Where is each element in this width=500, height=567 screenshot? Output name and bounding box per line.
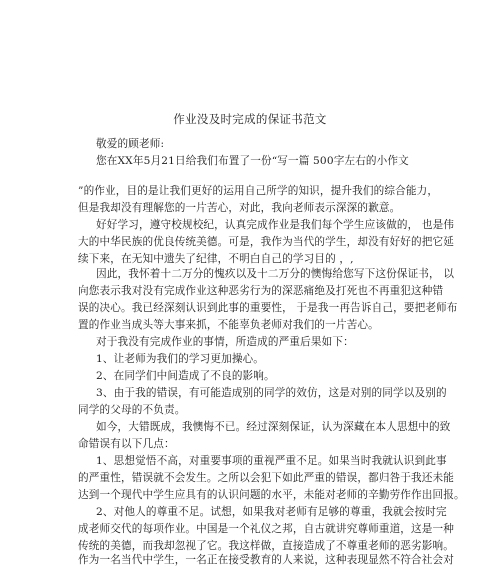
document-title: 作业没及时完成的保证书范文 <box>173 112 327 126</box>
list-item: 2、在同学们中间造成了不良的影响。 <box>96 370 275 382</box>
list-item: 2、对他人的尊重不足。试想，如果我对老师有足够的尊重，我就会按时完 <box>96 506 447 518</box>
list-item: 1、让老师为我们的学习更加操心。 <box>96 353 265 365</box>
text-line: 命错误有以下几点： <box>78 438 175 450</box>
text-line: 对于我没有完成作业的事情，所造成的严重后果如下： <box>96 336 354 348</box>
text-line: 如今，大错既成，我懊悔不已。经过深刻保证，认为深藏在本人思想中的致 <box>96 421 451 433</box>
text-line: 因此，我怀着十二万分的愧疚以及十二万分的懊悔给您写下这份保证书， 以 <box>96 268 455 280</box>
list-item: 3、由于我的错误，有可能造成别的同学的效仿，这是对别的同学以及别的 <box>96 387 447 399</box>
salutation: 敬爱的顾老师: <box>96 138 165 150</box>
text-line: 达到一个现代中学生应具有的认识问题的水平，未能对老师的辛勤劳作作出回报。 <box>78 489 465 501</box>
text-line: 同学的父母的不负责。 <box>78 404 186 416</box>
text-line: 向您表示我对没有完成作业这种恶劣行为的深恶痛绝及打死也不再重犯这种错 <box>78 285 444 297</box>
text-line: 作为一名当代中学生，一名正在接受教育的人来说，这种表现显然不符合社会对 <box>78 554 455 566</box>
text-line: 传统的美德，而我却忽视了它。我这样做，直接造成了不尊重老师的恶劣影响。 <box>78 540 455 552</box>
text-line: 置的作业当成头等大事来抓，不能辜负老师对我们的一片苦心。 <box>78 319 379 331</box>
text-line: 大的中华民族的优良传统美德。可是，我作为当代的学生，却没有好好的把它延 <box>78 236 455 248</box>
text-line: 但是我却没有理解您的一片苦心，对此，我向老师表示深深的歉意。 <box>78 202 401 214</box>
text-line: 好好学习，遵守校规校纪，认真完成作业是我们每个学生应该做的， 也是伟 <box>96 219 455 231</box>
list-item: 1、思想觉悟不高，对重要事项的重视严重不足。如果当时我就认识到此事 <box>96 455 447 467</box>
text-line: 误的决心。我已经深刻认识到此事的重要性， 于是我一再告诉自己，要把老师布 <box>78 302 458 314</box>
text-line: ”的作业，目的是让我们更好的运用自己所学的知识，提升我们的综合能力， <box>78 185 439 197</box>
text-line: 续下来，在无知中遗失了纪律，不明白自己的学习目的 ，, <box>78 253 354 265</box>
text-line: 的严重性，错误就不会发生。之所以会犯下如此严重的错误，都归咎于我还未能 <box>78 472 455 484</box>
text-line: 成老师交代的每项作业。中国是一个礼仪之邦，自古就讲究尊师重道，这是一种 <box>78 523 455 535</box>
text-line: 您在XX年5月21日给我们布置了一份“写一篇 500字左右的小作文 <box>96 155 409 167</box>
